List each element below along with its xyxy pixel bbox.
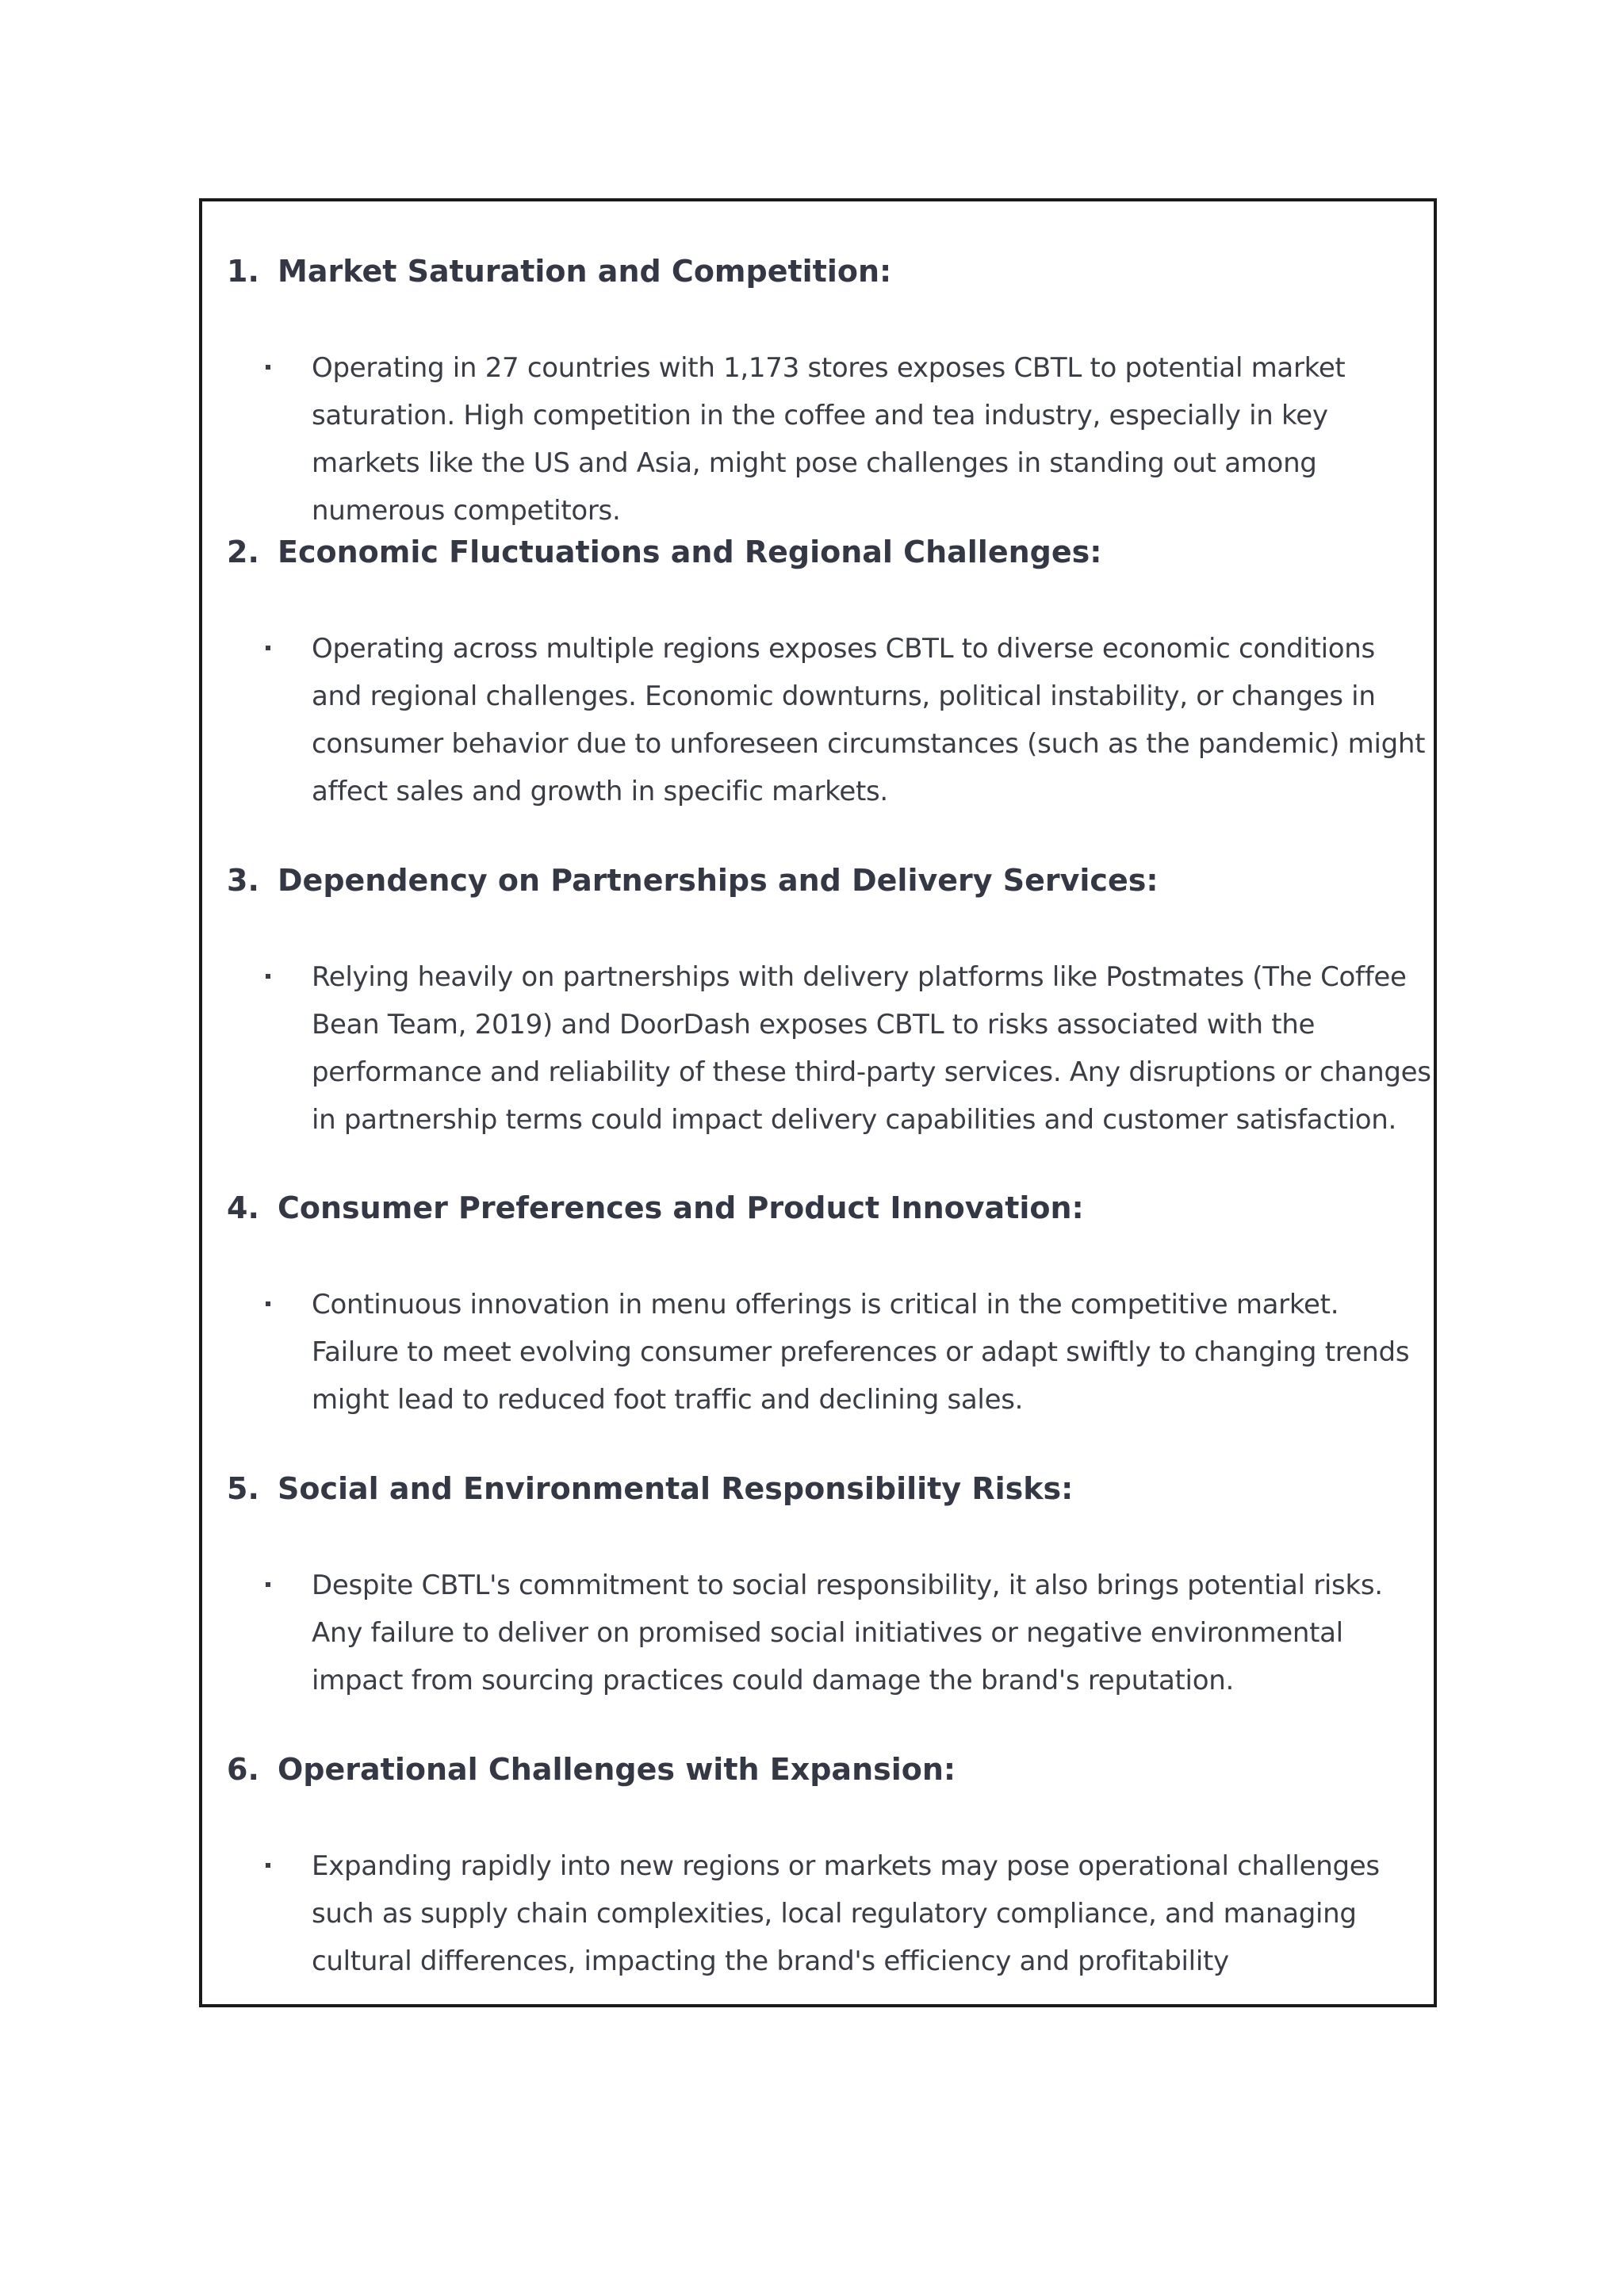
- section-market-saturation: [227, 247, 1432, 535]
- section-number: 5.: [227, 1471, 259, 1506]
- list-item: [227, 344, 1432, 535]
- section-heading: [227, 1184, 1432, 1232]
- section-title: Dependency on Partnerships and Delivery Services:: [278, 863, 1159, 898]
- section-heading: [227, 247, 1432, 295]
- square-bullet-icon: [266, 974, 270, 979]
- section-title: Market Saturation and Competition:: [278, 254, 892, 289]
- section-heading: [227, 857, 1432, 904]
- square-bullet-icon: [266, 646, 270, 650]
- square-bullet-icon: [266, 1582, 270, 1587]
- list-item: [227, 1281, 1432, 1424]
- section-heading: [227, 1746, 1432, 1793]
- section-operational-challenges: [227, 1746, 1432, 1985]
- bullet-text: Operating across multiple regions exposes CBTL to diverse economic conditions and regional challenges. Economic downturns, political instability, or changes in consumer behavior due to unforeseen circumstances (such as the pandemic) might affect sales and growth in specific markets.: [312, 633, 1426, 807]
- bullet-text: Despite CBTL's commitment to social responsibility, it also brings potential risks. Any failure to deliver on promised social initiatives or negative environmental impact from sourcing practices could damage the brand's reputation.: [312, 1570, 1383, 1696]
- section-social-environmental: [227, 1465, 1432, 1704]
- section-number: 4.: [227, 1190, 259, 1225]
- bullet-text: Expanding rapidly into new regions or markets may pose operational challenges such as supply chain complexities, local regulatory compliance, and managing cultural differences, impacting the brand's efficiency and profitability: [312, 1850, 1380, 1977]
- section-title: Consumer Preferences and Product Innovation:: [278, 1190, 1084, 1225]
- square-bullet-icon: [266, 1301, 270, 1306]
- bullet-text: Operating in 27 countries with 1,173 stores exposes CBTL to potential market saturation. High competition in the coffee and tea industry, especially in key markets like the US and Asia, might pose challenges in standing out among numerous competitors.: [312, 352, 1346, 527]
- list-item: [227, 625, 1432, 815]
- section-number: 3.: [227, 863, 259, 898]
- section-consumer-preferences: [227, 1184, 1432, 1424]
- square-bullet-icon: [266, 1863, 270, 1868]
- section-title: Operational Challenges with Expansion:: [278, 1752, 956, 1787]
- list-item: [227, 953, 1432, 1144]
- section-heading: [227, 528, 1432, 576]
- section-dependency-partnerships: [227, 857, 1432, 1144]
- list-item: [227, 1842, 1432, 1985]
- section-economic-fluctuations: [227, 528, 1432, 815]
- section-number: 6.: [227, 1752, 259, 1787]
- bullet-text: Continuous innovation in menu offerings is critical in the competitive market. Failure to meet evolving consumer preferences or adapt swiftly to changing trends might lead to reduced foot traffic and declining sales.: [312, 1289, 1410, 1416]
- section-number: 2.: [227, 535, 259, 569]
- section-heading: [227, 1465, 1432, 1512]
- bullet-text: Relying heavily on partnerships with delivery platforms like Postmates (The Coffee Bean Team, 2019) and DoorDash exposes CBTL to risks associated with the performance and reliability of these third-party services. Any disruptions or changes in partnership terms could impact delivery capabilities and customer satisfaction.: [312, 961, 1431, 1136]
- square-bullet-icon: [266, 365, 270, 370]
- section-title: Economic Fluctuations and Regional Challenges:: [278, 535, 1102, 569]
- list-item: [227, 1562, 1432, 1704]
- section-number: 1.: [227, 254, 259, 289]
- section-title: Social and Environmental Responsibility Risks:: [278, 1471, 1074, 1506]
